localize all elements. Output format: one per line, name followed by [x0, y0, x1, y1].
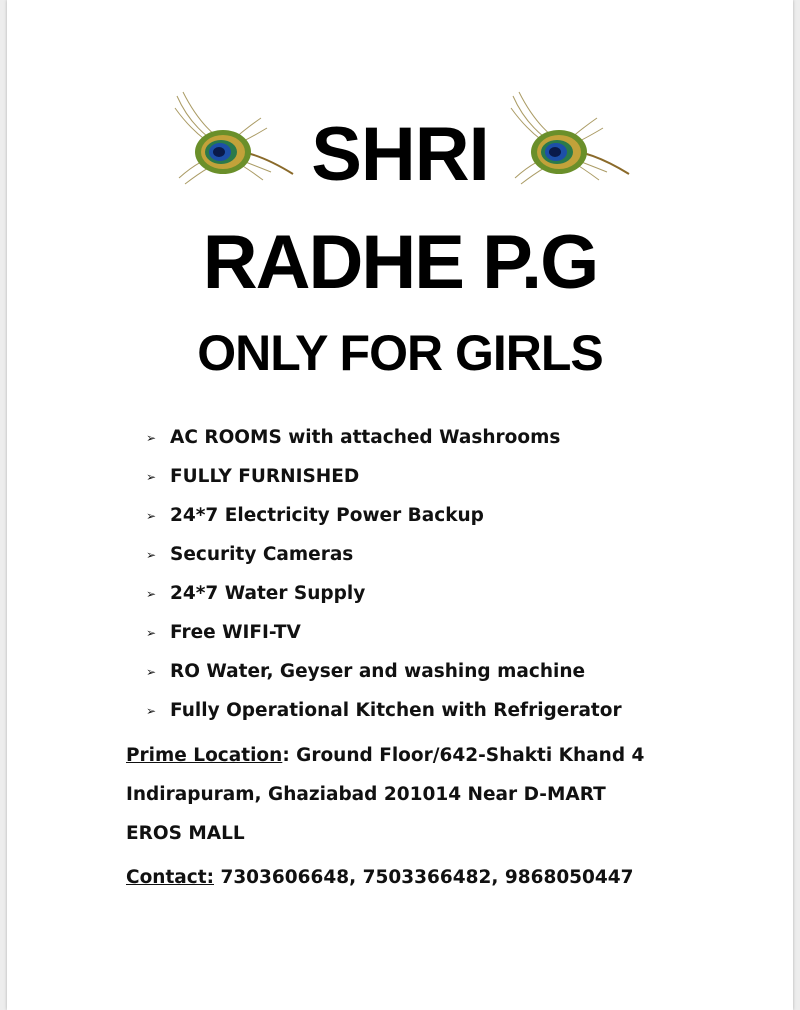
list-item: [146, 652, 622, 691]
amenity-text: 24*7 Electricity Power Backup: [170, 505, 484, 526]
location-label: Prime Location: [126, 745, 283, 766]
arrow-bullet-icon: ➢: [146, 703, 157, 718]
amenity-text: Free WIFI-TV: [170, 622, 301, 643]
title-radhe-pg: RADHE P.G: [202, 220, 598, 305]
list-item: [146, 535, 622, 574]
contact-numbers: 7303606648, 7503366482, 9868050447: [214, 867, 634, 888]
title-shri: SHRI: [311, 112, 489, 197]
list-item: [146, 613, 622, 652]
arrow-bullet-icon: ➢: [146, 625, 157, 640]
list-item: [146, 691, 622, 730]
arrow-bullet-icon: ➢: [146, 430, 157, 445]
arrow-bullet-icon: ➢: [146, 469, 157, 484]
location-text: : Ground Floor/642-Shakti Khand 4 Indirapuram, Ghaziabad 201014 Near D-MART EROS MALL: [126, 745, 645, 844]
amenities-list: [146, 418, 622, 730]
amenity-text: RO Water, Geyser and washing machine: [170, 661, 586, 682]
amenity-text: Fully Operational Kitchen with Refrigerator: [170, 700, 622, 721]
arrow-bullet-icon: ➢: [146, 508, 157, 523]
arrow-bullet-icon: ➢: [146, 586, 157, 601]
contact-block: [126, 858, 634, 897]
list-item: [146, 457, 622, 496]
subtitle-only-for-girls: ONLY FOR GIRLS: [197, 325, 603, 381]
amenity-text: 24*7 Water Supply: [170, 583, 366, 604]
address-block: [126, 736, 646, 853]
arrow-bullet-icon: ➢: [146, 664, 157, 679]
amenity-text: FULLY FURNISHED: [170, 466, 360, 487]
arrow-bullet-icon: ➢: [146, 547, 157, 562]
amenity-text: Security Cameras: [170, 544, 354, 565]
amenity-text: AC ROOMS with attached Washrooms: [170, 427, 561, 448]
contact-label: Contact:: [126, 867, 214, 888]
list-item: [146, 496, 622, 535]
list-item: [146, 418, 622, 457]
list-item: [146, 574, 622, 613]
